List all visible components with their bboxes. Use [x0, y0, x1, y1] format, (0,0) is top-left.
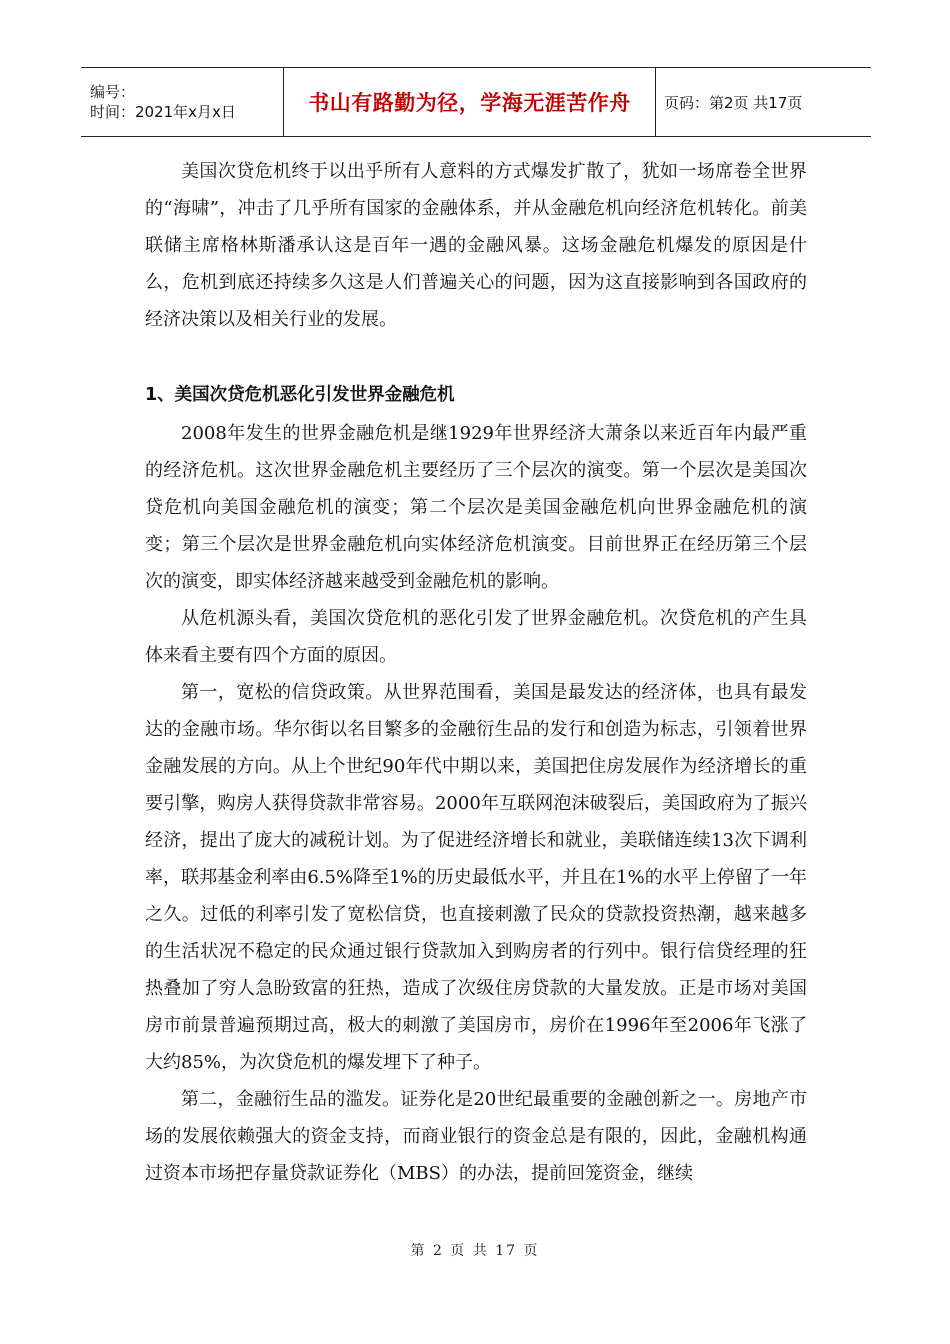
- document-body: [145, 153, 807, 1192]
- body-paragraph: 从危机源头看，美国次贷危机的恶化引发了世界金融危机。次贷危机的产生具体来看主要有四个方面的原因。: [145, 608, 807, 666]
- header-meta: [81, 68, 284, 136]
- body-paragraph: 第二，金融衍生品的滥发。证券化是20世纪最重要的金融创新之一。房地产市场的发展依赖强大的资金支持，而商业银行的资金总是有限的，因此，金融机构通过资本市场把存量贷款证券化（MBS）的办法，提前回笼资金，继续: [145, 1089, 807, 1184]
- number-label: 编号：: [90, 83, 136, 101]
- intro-paragraph: 美国次贷危机终于以出乎所有人意料的方式爆发扩散了，犹如一场席卷全世界的“海啸”，冲击了几乎所有国家的金融体系，并从金融危机向经济危机转化。前美联储主席格林斯潘承认这是百年一遇的金融风暴。这场金融危机爆发的原因是什么，危机到底还持续多久这是人们普遍关心的问题，因为这直接影响到各国政府的经济决策以及相关行业的发展。: [145, 161, 807, 330]
- header-motto: 书山有路勤为径，学海无涯苦作舟: [284, 68, 656, 136]
- section-heading: 1、美国次贷危机恶化引发世界金融危机: [145, 385, 455, 405]
- body-paragraph: 2008年发生的世界金融危机是继1929年世界经济大萧条以来近百年内最严重的经济危机。这次世界金融危机主要经历了三个层次的演变。第一个层次是美国次贷危机向美国金融危机的演变；第二个层次是美国金融危机向世界金融危机的演变；第三个层次是世界金融危机向实体经济危机演变。目前世界正在经历第三个层次的演变，即实体经济越来越受到金融危机的影响。: [145, 423, 807, 592]
- header-page-label: 页码：第2页 共17页: [664, 93, 803, 112]
- body-paragraph: 第一，宽松的信贷政策。从世界范围看，美国是最发达的经济体，也具有最发达的金融市场。华尔街以名目繁多的金融衍生品的发行和创造为标志，引领着世界金融发展的方向。从上个世纪90年代中期以来，美国把住房发展作为经济增长的重要引擎，购房人获得贷款非常容易。2000年互联网泡沫破裂后，美国政府为了振兴经济，提出了庞大的减税计划。为了促进经济增长和就业，美联储连续13次下调利率，联邦基金利率由6.5%降至1%的历史最低水平，并且在1%的水平上停留了一年之久。过低的利率引发了宽松信贷，也直接刺激了民众的贷款投资热潮，越来越多的生活状况不稳定的民众通过银行贷款加入到购房者的行列中。银行信贷经理的狂热叠加了穷人急盼致富的狂热，造成了次级住房贷款的大量发放。正是市场对美国房市前景普遍预期过高，极大的刺激了美国房市，房价在1996年至2006年飞涨了大约85%，为次贷危机的爆发埋下了种子。: [145, 682, 807, 1073]
- page-header: [81, 67, 871, 137]
- time-label: 时间：2021年x月x日: [90, 103, 236, 121]
- page-footer: 第 2 页 共 17 页: [410, 1243, 540, 1259]
